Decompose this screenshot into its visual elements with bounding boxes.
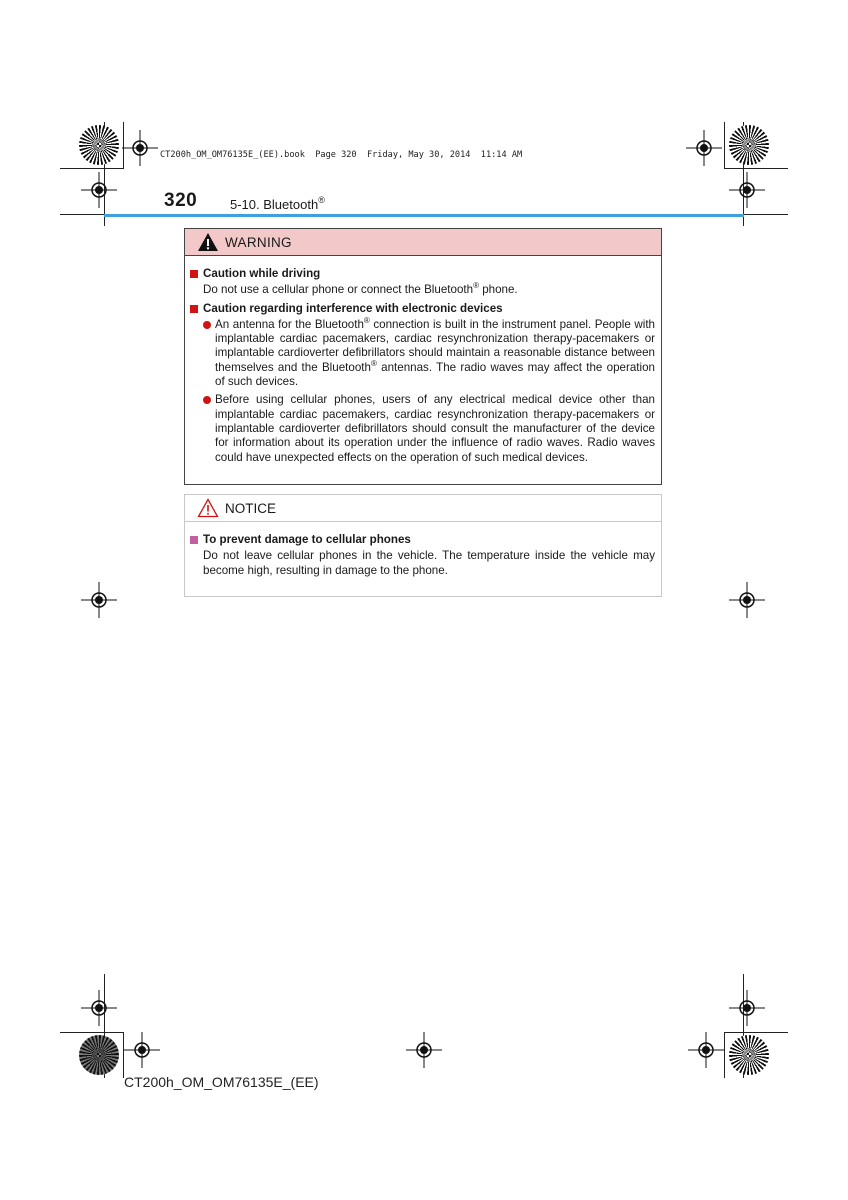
warning-bullet xyxy=(203,315,655,389)
header-rule xyxy=(104,214,744,217)
registration-mark-icon xyxy=(729,582,765,618)
text-span: Do not use a cellular phone or connect the Bluetooth xyxy=(203,283,474,297)
notice-item-text: Do not leave cellular phones in the vehicle. The temperature inside the vehicle may become high, resulting in damage to the phone. xyxy=(203,549,655,577)
registered-mark: ® xyxy=(318,195,325,205)
square-bullet-icon xyxy=(190,270,198,278)
square-bullet-icon xyxy=(190,536,198,544)
round-bullet-icon xyxy=(203,396,211,404)
notice-triangle-icon xyxy=(197,498,219,518)
warning-bullet-text xyxy=(215,315,655,389)
registration-mark-icon xyxy=(124,1032,160,1068)
text-span: An antenna for the Bluetooth xyxy=(215,317,364,331)
warning-bullet-text: Before using cellular phones, users of any electrical medical device other than implantable cardiac pacemakers, cardiac resynchronization therapy-pacemakers or implantable cardioverter defibrillators should consult the manufacturer of the device for information about its operation under the influence of radio waves. Radio waves could have unexpected effects on the operation of such medical devices. xyxy=(215,393,655,464)
notice-body xyxy=(185,522,661,578)
notice-title: NOTICE xyxy=(225,500,277,516)
print-info-line: CT200h_OM_OM76135E_(EE).book Page 320 Friday, May 30, 2014 11:14 AM xyxy=(160,150,523,160)
color-wheel-icon xyxy=(79,125,119,165)
color-wheel-icon xyxy=(79,1035,119,1075)
warning-item xyxy=(190,302,655,316)
warning-item xyxy=(190,267,655,281)
warning-box xyxy=(184,228,662,485)
color-wheel-icon xyxy=(729,125,769,165)
registration-mark-icon xyxy=(729,990,765,1026)
warning-title: WARNING xyxy=(225,234,292,250)
section-title xyxy=(230,195,325,212)
round-bullet-icon xyxy=(203,321,211,329)
footer-code: CT200h_OM_OM76135E_(EE) xyxy=(124,1074,319,1090)
section-title-text: 5-10. Bluetooth xyxy=(230,197,319,212)
registration-mark-icon xyxy=(122,130,158,166)
warning-header xyxy=(185,229,661,256)
warning-item-heading: Caution while driving xyxy=(203,267,321,280)
warning-body xyxy=(185,256,661,465)
registration-mark-icon xyxy=(406,1032,442,1068)
registered-mark: ® xyxy=(363,315,370,325)
text-span: connection is built in the instrument panel. People with implantable cardiac pacemakers, cardiac resynchronization therapy-pacemakers or implantable cardioverter defibrillators should maintain a reasonable distance between themselves and the Bluetooth xyxy=(215,317,655,374)
square-bullet-icon xyxy=(190,305,198,313)
registration-mark-icon xyxy=(688,1032,724,1068)
page-number: 320 xyxy=(164,190,198,211)
warning-triangle-icon xyxy=(197,232,219,252)
warning-item-heading: Caution regarding interference with electronic devices xyxy=(203,301,503,315)
registration-mark-icon xyxy=(81,990,117,1026)
registration-mark-icon xyxy=(81,172,117,208)
registered-mark: ® xyxy=(473,281,479,291)
registered-mark: ® xyxy=(370,358,377,368)
color-wheel-icon xyxy=(729,1035,769,1075)
notice-item xyxy=(190,533,655,547)
text-span: phone. xyxy=(478,283,518,297)
warning-bullet xyxy=(203,393,655,464)
notice-box xyxy=(184,494,662,597)
registration-mark-icon xyxy=(81,582,117,618)
text-span: antennas. The radio waves may affect the operation of such devices. xyxy=(215,360,655,389)
registration-mark-icon xyxy=(729,172,765,208)
notice-header xyxy=(185,495,661,522)
notice-item-heading: To prevent damage to cellular phones xyxy=(203,533,411,546)
warning-item-text xyxy=(203,283,655,297)
registration-mark-icon xyxy=(686,130,722,166)
